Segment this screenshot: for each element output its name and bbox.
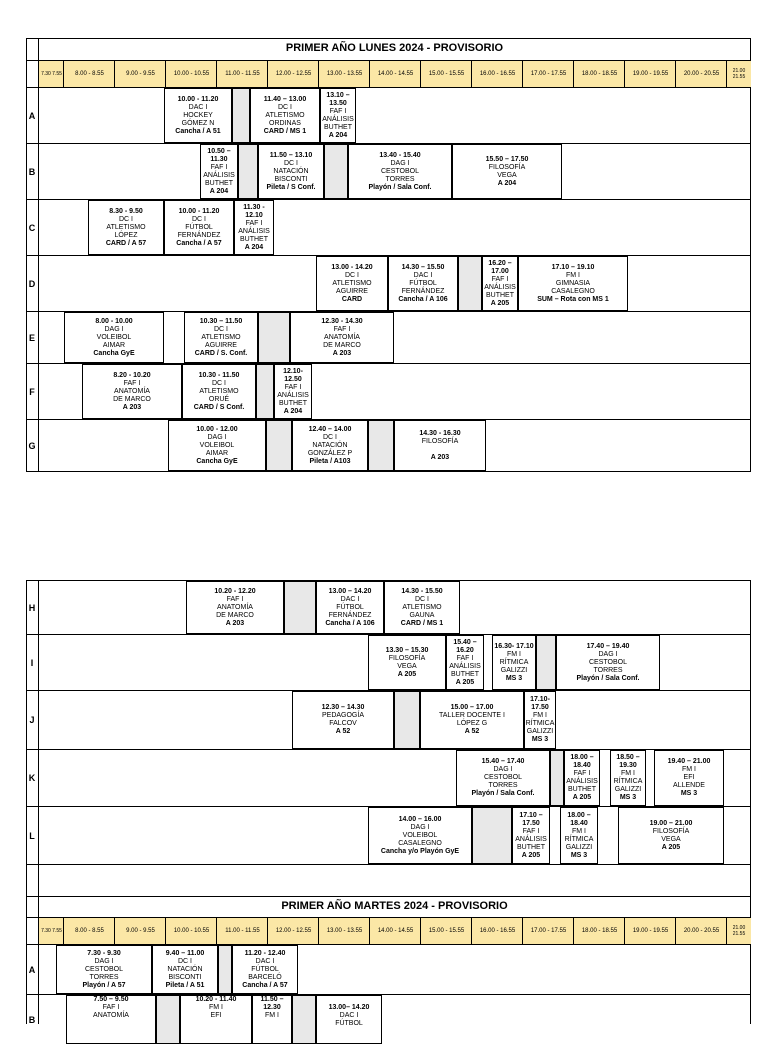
slot-13: 20.00 - 20.55	[675, 61, 727, 87]
gap-cell	[232, 88, 250, 143]
group-label-k: K	[28, 773, 36, 783]
class-cell[interactable]: 13.00 – 14.20 DAC I FÚTBOL FERNÁNDEZ Cancha / A 106	[316, 581, 384, 634]
class-cell[interactable]: 11.50 – 12.30 FM I	[252, 995, 292, 1044]
class-cell[interactable]: 18.50 – 19.30 FM I RÍTMICA GALIZZI MS 3	[610, 750, 646, 806]
class-cell[interactable]: 17.10 – 17.50 FAF I ANÁLISIS BUTHET A 205	[512, 807, 550, 864]
class-cell[interactable]: 14.30 – 15.50 DAC I FÚTBOL FERNÁNDEZ Cancha / A 106	[388, 256, 458, 311]
class-cell[interactable]: 12.30 – 14.30 PEDAGOGÍA FALCOV A 52	[292, 691, 394, 749]
slot-1: 8.00 - 8.55	[63, 918, 115, 944]
gap-cell	[156, 995, 180, 1044]
group-label-l: L	[29, 830, 35, 841]
group-label-e: E	[28, 332, 35, 343]
slot-7: 14.00 - 14.55	[369, 918, 421, 944]
class-cell[interactable]: 13.30 – 15.30 FILOSOFÍA VEGA A 205	[368, 635, 446, 690]
slot-2: 9.00 - 9.55	[114, 61, 166, 87]
slot-14: 21.00 21.55	[726, 61, 751, 87]
class-cell[interactable]: 12.30 - 14.30 FAF I ANATOMÍA DE MARCO A 203	[290, 312, 394, 363]
class-cell[interactable]: 8.20 - 10.20 FAF I ANATOMÍA DE MARCO A 203	[82, 364, 182, 419]
group-label-g: G	[28, 440, 36, 451]
class-cell[interactable]: 14.30 - 16.30 FILOSOFÍA A 203	[394, 420, 486, 471]
gap-cell	[324, 144, 348, 199]
class-cell[interactable]: 18.00 – 18.40 FAF I ANÁLISIS BUTHET A 205	[564, 750, 600, 806]
slot-2: 9.00 - 9.55	[114, 918, 166, 944]
class-cell[interactable]: 13.10 – 13.50 FAF I ANÁLISIS BUTHET A 204	[320, 88, 356, 143]
slot-11: 18.00 - 18.55	[573, 61, 625, 87]
group-label-a: A	[28, 964, 36, 975]
class-cell[interactable]: 15.40 – 17.40 DAG I CESTOBOL TORRES Playón / Sala Conf.	[456, 750, 550, 806]
class-cell[interactable]: 17.10 – 19.10 FM I GIMNASIA CASALEGNO SUM – Rota con MS 1	[518, 256, 628, 311]
class-cell[interactable]: 10.50 – 11.30 FAF I ANÁLISIS BUTHET A 204	[200, 144, 238, 199]
slot-14: 21.00 21.55	[726, 918, 751, 944]
slot-0: 7.30 7.55	[38, 918, 64, 944]
group-label-b: B	[28, 1014, 36, 1025]
slot-8: 15.00 - 15.55	[420, 918, 472, 944]
class-cell[interactable]: 16.20 – 17.00 FAF I ANÁLISIS BUTHET A 205	[482, 256, 518, 311]
group-label-j: J	[29, 715, 35, 725]
class-cell[interactable]: 14.00 – 16.00 DAG I VOLEIBOL CASALEGNO Cancha y/o Playón GyE	[368, 807, 472, 864]
class-cell[interactable]: 13.40 - 15.40 DAG I CESTOBOL TORRES Playón / Sala Conf.	[348, 144, 452, 199]
page-title: PRIMER AÑO LUNES 2024 - PROVISORIO	[285, 42, 504, 54]
group-label-c: C	[28, 222, 36, 233]
class-cell[interactable]: 12.40 – 14.00 DC I NATACIÓN GONZÁLEZ P Pileta / A103	[292, 420, 368, 471]
gap-cell	[218, 945, 232, 994]
class-cell[interactable]: 19.40 – 21.00 FM I EFI ALLENDE MS 3	[654, 750, 724, 806]
slot-10: 17.00 - 17.55	[522, 61, 574, 87]
slot-11: 18.00 - 18.55	[573, 918, 625, 944]
group-label-h: H	[28, 602, 36, 613]
class-cell[interactable]: 10.20 - 11.40 FM I EFI	[180, 995, 252, 1044]
class-cell[interactable]: 13.00– 14.20 DAC I FÚTBOL	[316, 995, 382, 1044]
group-label-a: A	[28, 110, 36, 121]
slot-3: 10.00 - 10.55	[165, 918, 217, 944]
class-cell[interactable]: 8.30 - 9.50 DC I ATLETISMO LÓPEZ CARD / A 57	[88, 200, 164, 255]
time-slot-header	[38, 918, 750, 944]
class-cell[interactable]: 10.30 - 11.50 DC I ATLETISMO ORUÉ CARD / S Conf.	[182, 364, 256, 419]
class-cell[interactable]: 9.40 – 11.00 DC I NATACIÓN BISCONTI Pileta / A 51	[152, 945, 218, 994]
class-cell[interactable]: 15.00 – 17.00 TALLER DOCENTE I LÓPEZ G A 52	[420, 691, 524, 749]
class-cell[interactable]: 11.20 - 12.40 DAC I FÚTBOL BARCELÓ Cancha / A 57	[232, 945, 298, 994]
class-cell[interactable]: 10.00 - 11.20 DAC I HOCKEY GÓMEZ N Cancha / A 51	[164, 88, 232, 143]
class-cell[interactable]: 17.10- 17.50 FM I RÍTMICA GALIZZI MS 3	[524, 691, 556, 749]
class-cell[interactable]: 17.40 – 19.40 DAG I CESTOBOL TORRES Playón / Sala Conf.	[556, 635, 660, 690]
class-cell[interactable]: 18.00 – 18.40 FM I RÍTMICA GALIZZI MS 3	[560, 807, 598, 864]
monday-table	[26, 38, 751, 472]
class-cell[interactable]: 12.10- 12.50 FAF I ANÁLISIS BUTHET A 204	[274, 364, 312, 419]
gap-cell	[292, 995, 316, 1044]
group-label-d: D	[28, 278, 36, 289]
class-cell[interactable]: 11.50 – 13.10 DC I NATACIÓN BISCONTI Pileta / S Conf.	[258, 144, 324, 199]
class-cell[interactable]: 10.20 - 12.20 FAF I ANATOMÍA DE MARCO A 203	[186, 581, 284, 634]
class-cell[interactable]: 10.30 – 11.50 DC I ATLETISMO AGUIRRE CARD / S. Conf.	[184, 312, 258, 363]
slot-4: 11.00 - 11.55	[216, 918, 268, 944]
gap-cell	[258, 312, 290, 363]
class-cell[interactable]: 11.40 – 13.00 DC I ATLETISMO ORDINAS CARD / MS 1	[250, 88, 320, 143]
gap-cell	[238, 144, 258, 199]
time-slot-header	[38, 61, 750, 87]
class-cell[interactable]: 13.00 - 14.20 DC I ATLETISMO AGUIRRE CARD	[316, 256, 388, 311]
section-title: PRIMER AÑO MARTES 2024 - PROVISORIO	[281, 900, 508, 912]
gap-cell	[368, 420, 394, 471]
class-cell[interactable]: 8.00 - 10.00 DAG I VOLEIBOL AIMAR Cancha GyE	[64, 312, 164, 363]
slot-1: 8.00 - 8.55	[63, 61, 115, 87]
gap-cell	[458, 256, 482, 311]
slot-3: 10.00 - 10.55	[165, 61, 217, 87]
slot-12: 19.00 - 19.55	[624, 918, 676, 944]
gap-cell	[284, 581, 316, 634]
slot-7: 14.00 - 14.55	[369, 61, 421, 87]
group-label-b: B	[28, 166, 36, 177]
slot-5: 12.00 - 12.55	[267, 61, 319, 87]
slot-6: 13.00 - 13.55	[318, 61, 370, 87]
gap-cell	[394, 691, 420, 749]
slot-6: 13.00 - 13.55	[318, 918, 370, 944]
monday-table-continued	[26, 580, 751, 1027]
class-cell[interactable]: 14.30 - 15.50 DC I ATLETISMO GAUNA CARD / MS 1	[384, 581, 460, 634]
slot-5: 12.00 - 12.55	[267, 918, 319, 944]
slot-9: 16.00 - 16.55	[471, 918, 523, 944]
class-cell[interactable]: 7.50 – 9.50 FAF I ANATOMÍA	[66, 995, 156, 1044]
gap-cell	[256, 364, 274, 419]
group-label-f: F	[29, 386, 35, 397]
gap-cell	[266, 420, 292, 471]
class-cell[interactable]: 11.30 - 12.10 FAF I ANÁLISIS BUTHET A 204	[234, 200, 274, 255]
gap-cell	[536, 635, 556, 690]
slot-8: 15.00 - 15.55	[420, 61, 472, 87]
gap-cell	[550, 750, 564, 806]
class-cell[interactable]: 16.30- 17.10 FM I RÍTMICA GALIZZI MS 3	[492, 635, 536, 690]
slot-0: 7.30 7.55	[38, 61, 64, 87]
slot-13: 20.00 - 20.55	[675, 918, 727, 944]
gap-cell	[472, 807, 512, 864]
class-cell[interactable]: 10.00 - 12.00 DAG I VOLEIBOL AIMAR Cancha GyE	[168, 420, 266, 471]
class-cell[interactable]: 15.50 – 17.50 FILOSOFÍA VEGA A 204	[452, 144, 562, 199]
slot-4: 11.00 - 11.55	[216, 61, 268, 87]
group-label-i: I	[30, 657, 34, 668]
slot-10: 17.00 - 17.55	[522, 918, 574, 944]
class-cell[interactable]: 19.00 – 21.00 FILOSOFÍA VEGA A 205	[618, 807, 724, 864]
class-cell[interactable]: 7.30 - 9.30 DAG I CESTOBOL TORRES Playón / A 57	[56, 945, 152, 994]
slot-12: 19.00 - 19.55	[624, 61, 676, 87]
class-cell[interactable]: 15.40 – 16.20 FAF I ANÁLISIS BUTHET A 205	[446, 635, 484, 690]
class-cell[interactable]: 10.00 - 11.20 DC I FÚTBOL FERNÁNDEZ Cancha / A 57	[164, 200, 234, 255]
slot-9: 16.00 - 16.55	[471, 61, 523, 87]
